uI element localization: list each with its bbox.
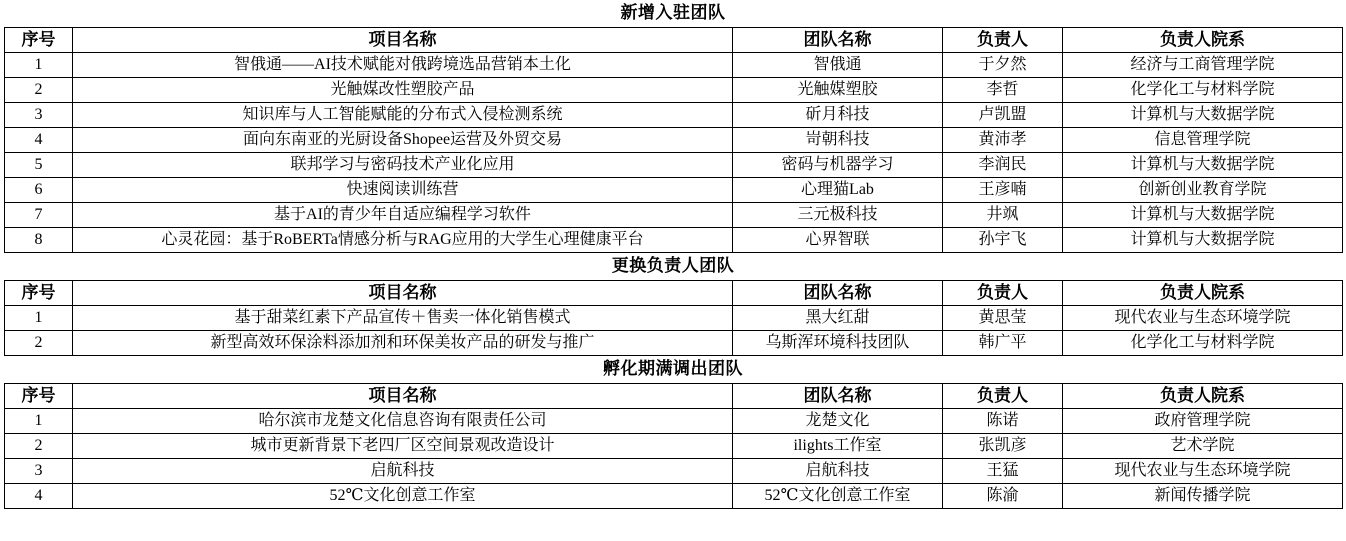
cell-department: 经济与工商管理学院	[1063, 53, 1343, 78]
cell-project: 知识库与人工智能赋能的分布式入侵检测系统	[73, 103, 733, 128]
cell-team: 岢朝科技	[733, 128, 943, 153]
cell-department: 艺术学院	[1063, 434, 1343, 459]
cell-leader: 陈渝	[943, 484, 1063, 509]
cell-team: 乌斯浑环境科技团队	[733, 331, 943, 356]
cell-department: 化学化工与材料学院	[1063, 331, 1343, 356]
table-header-row	[5, 281, 1343, 306]
table-row	[5, 128, 1343, 153]
cell-team: 密码与机器学习	[733, 153, 943, 178]
cell-team: 龙楚文化	[733, 409, 943, 434]
cell-leader: 李润民	[943, 153, 1063, 178]
table-row	[5, 103, 1343, 128]
column-header-department: 负责人院系	[1063, 384, 1343, 409]
column-header-index: 序号	[5, 281, 73, 306]
column-header-department: 负责人院系	[1063, 28, 1343, 53]
cell-project: 基于甜菜红素下产品宣传＋售卖一体化销售模式	[73, 306, 733, 331]
cell-department: 创新创业教育学院	[1063, 178, 1343, 203]
column-header-project: 项目名称	[73, 281, 733, 306]
table-row	[5, 53, 1343, 78]
column-header-department: 负责人院系	[1063, 281, 1343, 306]
cell-project: 联邦学习与密码技术产业化应用	[73, 153, 733, 178]
section-title-leader-change: 更换负责人团队	[611, 256, 735, 275]
cell-team: 智俄通	[733, 53, 943, 78]
cell-leader: 孙宇飞	[943, 228, 1063, 253]
cell-department: 信息管理学院	[1063, 128, 1343, 153]
table-row	[5, 228, 1343, 253]
cell-index: 5	[5, 153, 73, 178]
section-title-new-teams: 新增入驻团队	[620, 3, 726, 22]
cell-project: 快速阅读训练营	[73, 178, 733, 203]
cell-department: 现代农业与生态环境学院	[1063, 459, 1343, 484]
table-row	[5, 153, 1343, 178]
cell-index: 1	[5, 409, 73, 434]
cell-department: 计算机与大数据学院	[1063, 203, 1343, 228]
column-header-team: 团队名称	[733, 28, 943, 53]
column-header-team: 团队名称	[733, 281, 943, 306]
cell-leader: 陈诺	[943, 409, 1063, 434]
cell-index: 7	[5, 203, 73, 228]
cell-team: ilights工作室	[733, 434, 943, 459]
cell-index: 2	[5, 331, 73, 356]
cell-project: 哈尔滨市龙楚文化信息咨询有限责任公司	[73, 409, 733, 434]
cell-index: 3	[5, 103, 73, 128]
cell-leader: 李哲	[943, 78, 1063, 103]
cell-leader: 韩广平	[943, 331, 1063, 356]
table-row	[5, 178, 1343, 203]
cell-team: 心理猫Lab	[733, 178, 943, 203]
cell-index: 1	[5, 306, 73, 331]
table-row	[5, 484, 1343, 509]
cell-team: 光触媒塑胶	[733, 78, 943, 103]
table-graduated	[4, 383, 1343, 509]
cell-project: 城市更新背景下老四厂区空间景观改造设计	[73, 434, 733, 459]
column-header-leader: 负责人	[943, 281, 1063, 306]
table-leader-change	[4, 280, 1343, 356]
table-row	[5, 78, 1343, 103]
cell-leader: 黄思莹	[943, 306, 1063, 331]
cell-leader: 王彦喃	[943, 178, 1063, 203]
cell-index: 3	[5, 459, 73, 484]
column-header-index: 序号	[5, 384, 73, 409]
cell-index: 2	[5, 78, 73, 103]
column-header-project: 项目名称	[73, 384, 733, 409]
cell-project: 光触媒改性塑胶产品	[73, 78, 733, 103]
cell-leader: 黄沛孝	[943, 128, 1063, 153]
cell-department: 化学化工与材料学院	[1063, 78, 1343, 103]
table-header-row	[5, 384, 1343, 409]
column-header-leader: 负责人	[943, 28, 1063, 53]
cell-leader: 井飒	[943, 203, 1063, 228]
table-header-row	[5, 28, 1343, 53]
cell-leader: 卢凯盟	[943, 103, 1063, 128]
cell-leader: 于夕然	[943, 53, 1063, 78]
cell-department: 计算机与大数据学院	[1063, 103, 1343, 128]
table-row	[5, 331, 1343, 356]
cell-department: 计算机与大数据学院	[1063, 153, 1343, 178]
cell-project: 面向东南亚的光厨设备Shopee运营及外贸交易	[73, 128, 733, 153]
cell-index: 4	[5, 128, 73, 153]
cell-leader: 张凯彦	[943, 434, 1063, 459]
cell-project: 52℃文化创意工作室	[73, 484, 733, 509]
cell-index: 8	[5, 228, 73, 253]
table-row	[5, 459, 1343, 484]
table-row	[5, 434, 1343, 459]
cell-team: 三元极科技	[733, 203, 943, 228]
cell-index: 4	[5, 484, 73, 509]
cell-project: 智俄通——AI技术赋能对俄跨境选品营销本土化	[73, 53, 733, 78]
cell-project: 心灵花园：基于RoBERTa情感分析与RAG应用的大学生心理健康平台	[73, 228, 733, 253]
cell-department: 现代农业与生态环境学院	[1063, 306, 1343, 331]
cell-team: 斫月科技	[733, 103, 943, 128]
cell-leader: 王猛	[943, 459, 1063, 484]
cell-team: 心界智联	[733, 228, 943, 253]
section-title-graduated: 孵化期满调出团队	[603, 359, 743, 378]
table-row	[5, 409, 1343, 434]
table-new-teams	[4, 27, 1343, 253]
column-header-team: 团队名称	[733, 384, 943, 409]
cell-team: 黑大红甜	[733, 306, 943, 331]
table-row	[5, 306, 1343, 331]
cell-project: 新型高效环保涂料添加剂和环保美妆产品的研发与推广	[73, 331, 733, 356]
cell-project: 启航科技	[73, 459, 733, 484]
cell-index: 1	[5, 53, 73, 78]
cell-team: 52℃文化创意工作室	[733, 484, 943, 509]
column-header-leader: 负责人	[943, 384, 1063, 409]
table-row	[5, 203, 1343, 228]
cell-index: 2	[5, 434, 73, 459]
cell-team: 启航科技	[733, 459, 943, 484]
cell-department: 新闻传播学院	[1063, 484, 1343, 509]
cell-department: 计算机与大数据学院	[1063, 228, 1343, 253]
cell-department: 政府管理学院	[1063, 409, 1343, 434]
cell-index: 6	[5, 178, 73, 203]
cell-project: 基于AI的青少年自适应编程学习软件	[73, 203, 733, 228]
column-header-index: 序号	[5, 28, 73, 53]
column-header-project: 项目名称	[73, 28, 733, 53]
